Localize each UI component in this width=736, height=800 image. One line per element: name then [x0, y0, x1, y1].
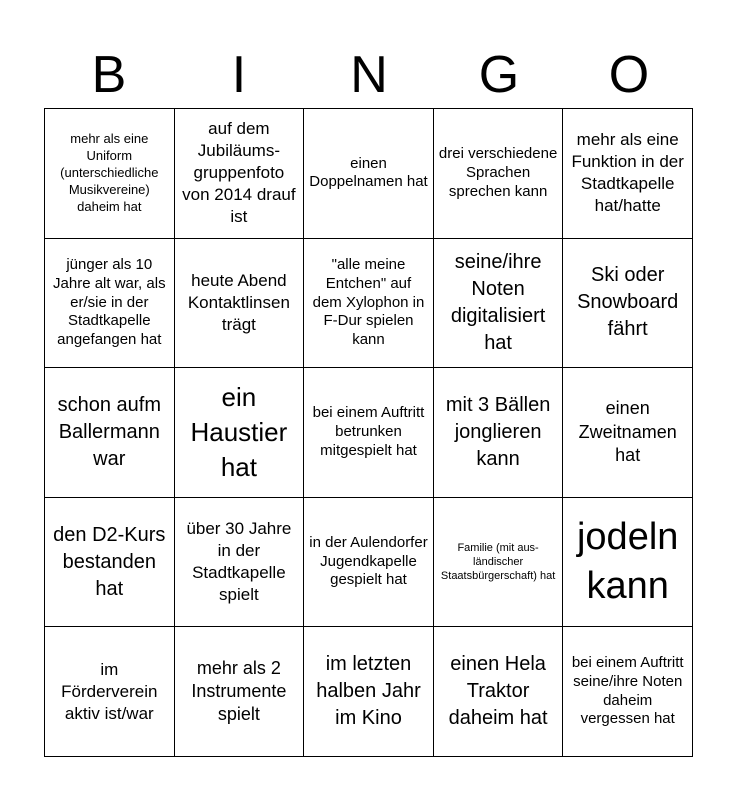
- cell-text: bei einem Auftritt betrunken mitgespielt hat: [312, 404, 425, 459]
- cell-text: heute Abend Kontaktlinsen trägt: [187, 270, 290, 334]
- cell-text: Ski oder Snowboard fährt: [577, 264, 679, 341]
- cell-text: auf dem Jubiläums-gruppenfoto von 2014 drauf ist: [182, 119, 296, 227]
- bingo-cell-r5-c3[interactable]: [304, 627, 434, 757]
- header-letter-n: N: [350, 46, 388, 104]
- header-letter-i: I: [231, 46, 247, 104]
- cell-text: einen Zweitnamen hat: [578, 398, 677, 466]
- bingo-cell-r5-c1[interactable]: [45, 627, 175, 757]
- cell-text: im Förderverein aktiv ist/war: [61, 659, 158, 723]
- cell-text: bei einem Auftritt seine/ihre Noten daheim vergessen hat: [571, 654, 684, 728]
- bingo-cell-r5-c5[interactable]: [563, 627, 693, 757]
- cell-text: mehr als eine Uniform (unterschiedliche Musikvereine) daheim hat: [60, 131, 159, 214]
- bingo-cell-r5-c4[interactable]: [434, 627, 564, 757]
- cell-text: mehr als eine Funktion in der Stadtkapelle hat/hatte: [571, 130, 684, 216]
- cell-text: seine/ihre Noten digitalisiert hat: [450, 250, 546, 354]
- cell-text: über 30 Jahre in der Stadtkapelle spielt: [186, 518, 292, 605]
- cell-text: "alle meine Entchen" auf dem Xylophon in F-Dur spielen kann: [312, 256, 425, 349]
- bingo-cell-r2-c1[interactable]: [45, 239, 175, 369]
- bingo-cell-r2-c4[interactable]: [434, 239, 564, 369]
- bingo-cell-r1-c2[interactable]: [175, 109, 305, 239]
- cell-text: im letzten halben Jahr im Kino: [316, 653, 421, 730]
- bingo-header: [44, 44, 694, 106]
- bingo-cell-r1-c4[interactable]: [434, 109, 564, 239]
- bingo-cell-r3-c3[interactable]: [304, 368, 434, 498]
- cell-text: einen Hela Traktor daheim hat: [448, 653, 548, 730]
- cell-text: in der Aulendorfer Jugendkapelle gespielt hat: [309, 533, 428, 589]
- bingo-cell-r2-c3[interactable]: [304, 239, 434, 369]
- cell-text: einen Doppelnamen hat: [309, 154, 428, 191]
- cell-text: jünger als 10 Jahre alt war, als er/sie in der Stadtkapelle angefangen hat: [53, 256, 166, 349]
- bingo-cell-r1-c1[interactable]: [45, 109, 175, 239]
- bingo-cell-r1-c3[interactable]: [304, 109, 434, 239]
- bingo-cell-r4-c2[interactable]: [175, 498, 305, 628]
- cell-text: Familie (mit aus-ländischer Staatsbürgerschaft) hat: [440, 541, 556, 583]
- bingo-cell-r4-c3[interactable]: [304, 498, 434, 628]
- bingo-cell-r5-c2[interactable]: [175, 627, 305, 757]
- cell-text: den D2-Kurs bestanden hat: [53, 523, 166, 600]
- cell-text: drei verschiedene Sprachen sprechen kann: [438, 145, 558, 200]
- bingo-cell-r1-c5[interactable]: [563, 109, 693, 239]
- bingo-board: [44, 108, 693, 757]
- bingo-cell-r3-c1[interactable]: [45, 368, 175, 498]
- bingo-cell-r4-c1[interactable]: [45, 498, 175, 628]
- bingo-cell-r3-c5[interactable]: [563, 368, 693, 498]
- bingo-cell-r2-c5[interactable]: [563, 239, 693, 369]
- bingo-cell-r4-c4[interactable]: [434, 498, 564, 628]
- cell-text: jodeln kann: [576, 515, 679, 608]
- bingo-cell-r4-c5[interactable]: [563, 498, 693, 628]
- cell-text: ein Haustier hat: [190, 381, 288, 483]
- header-letter-o: O: [608, 46, 650, 104]
- header-letter-g: G: [478, 46, 520, 104]
- cell-text: mit 3 Bällen jonglieren kann: [445, 393, 551, 470]
- cell-text: schon aufm Ballermann war: [57, 393, 161, 470]
- cell-text: mehr als 2 Instrumente spielt: [191, 657, 287, 725]
- bingo-cell-r2-c2[interactable]: [175, 239, 305, 369]
- header-letter-b: B: [91, 46, 127, 104]
- bingo-cell-r3-c4[interactable]: [434, 368, 564, 498]
- bingo-cell-r3-c2[interactable]: [175, 368, 305, 498]
